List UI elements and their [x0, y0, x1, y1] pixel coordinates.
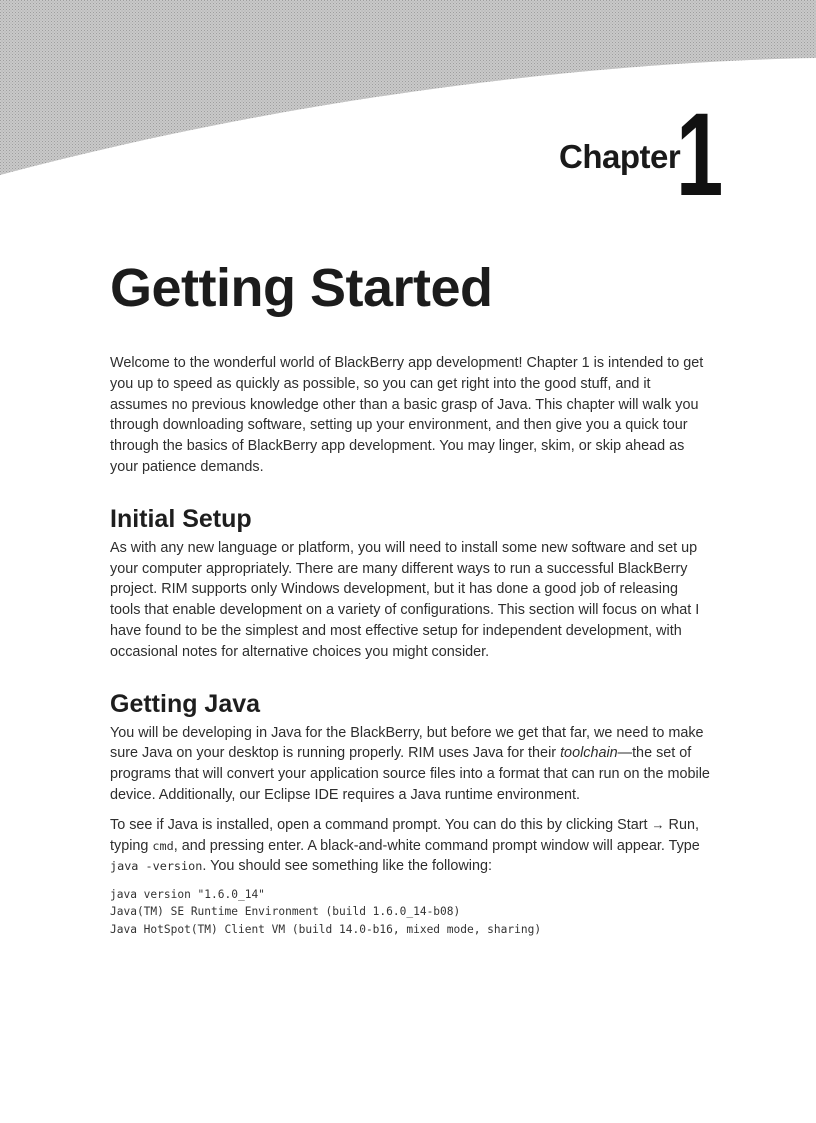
- code-block: [110, 886, 710, 938]
- chapter-content: [110, 353, 710, 938]
- code-line: Java(TM) SE Runtime Environment (build 1.6.0_14-b08): [110, 905, 461, 919]
- text-run: —the set of programs that will convert your application source files into a format that can run on the mobile device. Additionally, our Eclipse IDE requires a Java runtime environment.: [110, 745, 710, 803]
- intro-paragraph: Welcome to the wonderful world of BlackBerry app development! Chapter 1 is intended to get you up to speed as quickly as possible, so you can get right into the good stuff, and it assumes no previous knowledge other than a basic grasp of Java. This chapter will walk you through downloading software, setting up your environment, and then give you a quick tour through the basics of BlackBerry app development. You may linger, skim, or skip ahead as your patience demands.: [110, 355, 704, 475]
- inline-code-java-version: java -version: [110, 859, 203, 874]
- chapter-title: Getting Started: [110, 258, 493, 318]
- code-line: java version "1.6.0_14": [110, 888, 265, 902]
- text-run: Run, typing: [110, 816, 699, 854]
- text-run: To see if Java is installed, open a command prompt. You can do this by clicking Start: [110, 816, 652, 833]
- inline-code-cmd: cmd: [152, 838, 174, 853]
- text-run: , and pressing enter. A black-and-white command prompt window will appear. Type: [173, 837, 700, 854]
- text-run: . You should see something like the following:: [202, 858, 492, 875]
- toolchain-term: toolchain: [560, 745, 618, 762]
- text-run: You will be developing in Java for the BlackBerry, but before we get that far, we need to make sure Java on your desktop is running properly. RIM uses Java for their: [110, 724, 704, 762]
- chapter-label: Chapter: [559, 138, 681, 175]
- getting-java-paragraph-2: [110, 815, 710, 877]
- section-heading-getting-java: Getting Java: [110, 689, 261, 718]
- chapter-number: 1: [676, 89, 724, 221]
- initial-setup-paragraph: As with any new language or platform, you will need to install some new software and set up your computer appropriately. There are many different ways to run a successful BlackBerry project. RIM supports only Windows development, but it has done a good job of releasing tools that enable development on a variety of configurations. This section will focus on what I have found to be the simplest and most effective setup for independent development, with occasional notes for alternative choices you might consider.: [110, 539, 700, 660]
- getting-java-paragraph-1: [110, 723, 710, 806]
- code-line: Java HotSpot(TM) Client VM (build 14.0-b16, mixed mode, sharing): [110, 922, 542, 936]
- menu-arrow-icon: →: [651, 816, 665, 832]
- section-heading-initial-setup: Initial Setup: [110, 504, 252, 533]
